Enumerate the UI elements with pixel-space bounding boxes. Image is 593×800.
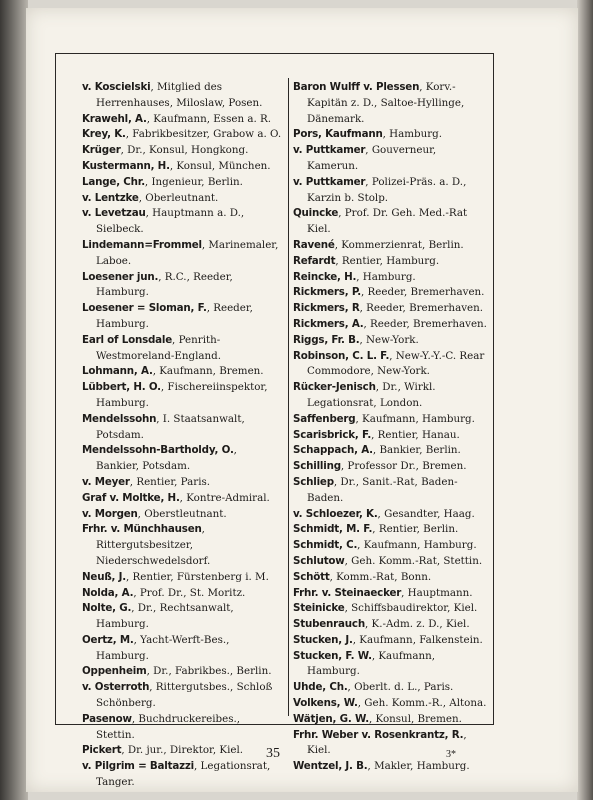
entry-name: Ravené xyxy=(293,238,335,251)
entry-details: , New-York. xyxy=(359,333,419,346)
list-item xyxy=(82,443,282,475)
entry-name: v. Koscielski xyxy=(82,81,151,93)
entry-details: , Prof. Dr., St. Moritz. xyxy=(133,586,246,599)
entry-name: Mendelssohn-Bartholdy, O. xyxy=(82,444,234,457)
list-item xyxy=(293,538,489,554)
list-item xyxy=(293,349,489,381)
list-item xyxy=(293,317,489,333)
entry-name: Rickmers, A. xyxy=(293,317,364,330)
entry-name: Pickert xyxy=(82,744,122,757)
entry-details: , Hamburg. xyxy=(356,270,416,283)
entry-name: Wätjen, G. W. xyxy=(293,712,369,725)
entry-details: , Kommerzienrat, Berlin. xyxy=(334,238,464,251)
list-item xyxy=(293,554,489,570)
entry-details: , Kaufmann, Essen a. R. xyxy=(146,112,272,125)
entry-name: Nolte, G. xyxy=(82,602,132,615)
list-item xyxy=(293,206,489,238)
entry-name: Schmidt, M. F. xyxy=(293,523,373,536)
entry-name: v. Morgen xyxy=(82,507,138,520)
entry-details: , Bankier, Potsdam. xyxy=(96,444,237,473)
entry-details: , Schiffsbaudirektor, Kiel. xyxy=(344,602,478,615)
list-item xyxy=(293,696,489,712)
list-item xyxy=(82,570,282,586)
entry-name: Stubenrauch xyxy=(293,618,365,631)
entry-name: Schött xyxy=(293,570,330,583)
entry-name: Krey, K. xyxy=(82,128,126,141)
list-item xyxy=(82,664,282,680)
entry-name: v. Meyer xyxy=(82,475,130,488)
entry-name: Frhr. Weber v. Rosenkrantz, R. xyxy=(293,728,464,741)
entry-details: , Gouverneur, Kamerun. xyxy=(307,144,437,172)
entry-details: , Hauptmann a. D., Sielbeck. xyxy=(96,207,245,236)
entry-details: , Prof. Dr. Geh. Med.-Rat Kiel. xyxy=(307,207,468,236)
entry-details: , Dr. jur., Direktor, Kiel. xyxy=(121,744,244,757)
entry-name: Krüger xyxy=(82,144,121,157)
entry-details: , Hauptmann. xyxy=(401,586,473,599)
entry-details: , Kaufmann, Hamburg. xyxy=(357,539,477,552)
entry-details: , Marinemaler, Laboe. xyxy=(96,238,279,267)
entry-name: v. Pilgrim = Baltazzi xyxy=(82,760,194,773)
list-item xyxy=(293,617,489,633)
entry-details: , Oberlt. d. L., Paris. xyxy=(347,681,454,694)
entry-details: , Yacht-Werft-Bes., Hamburg. xyxy=(96,633,230,662)
list-item xyxy=(293,601,489,617)
list-item xyxy=(82,601,282,633)
entry-details: , Makler, Hamburg. xyxy=(367,760,470,773)
list-item xyxy=(82,159,282,175)
entry-details: , Rittergutsbesitzer, Niederschwedelsdorf. xyxy=(96,523,211,567)
entry-details: , Dr., Fabrikbes., Berlin. xyxy=(146,665,272,678)
signature-mark: 3* xyxy=(446,749,456,760)
entry-details: , Polizei-Präs. a. D., Karzin b. Stolp. xyxy=(307,175,467,204)
entry-name: v. Schloezer, K. xyxy=(293,507,378,520)
entry-name: Pasenow xyxy=(82,712,132,725)
entry-name: Neuß, J. xyxy=(82,570,126,583)
list-item xyxy=(82,507,282,523)
entry-name: Loesener = Sloman, F. xyxy=(82,302,207,315)
list-item xyxy=(82,206,282,238)
entry-name: Lange, Chr. xyxy=(82,175,145,188)
entry-name: v. Lentzke xyxy=(82,191,139,204)
list-item xyxy=(293,175,489,207)
list-item xyxy=(82,238,282,270)
entry-name: Schmidt, C. xyxy=(293,539,358,552)
list-item xyxy=(293,633,489,649)
page-edge-shadow xyxy=(577,0,593,800)
entry-details: , Rentier, Paris. xyxy=(129,475,211,488)
entry-name: v. Puttkamer xyxy=(293,175,366,188)
entry-name: Refardt xyxy=(293,254,336,267)
entry-details: , Konsul, München. xyxy=(169,159,271,172)
entry-details: , Gesandter, Haag. xyxy=(377,507,475,520)
entry-name: v. Puttkamer xyxy=(293,144,366,157)
entry-name: Mendelssohn xyxy=(82,412,157,425)
entry-name: Reincke, H. xyxy=(293,270,357,283)
entry-name: Scarisbrick, F. xyxy=(293,428,372,441)
entry-name: Kustermann, H. xyxy=(82,159,170,172)
entry-details: , Ingenieur, Berlin. xyxy=(144,175,243,188)
entry-details: , Hamburg. xyxy=(382,128,443,141)
entry-details: , Reeder, Bremerhaven. xyxy=(363,317,487,330)
entry-details: , Rentier, Berlin. xyxy=(372,523,459,536)
entry-name: Rickmers, R xyxy=(293,302,360,315)
left-column-list xyxy=(82,80,282,791)
list-item xyxy=(293,570,489,586)
list-item xyxy=(293,728,489,760)
list-item xyxy=(293,649,489,681)
entry-name: Frhr. v. Münchhausen xyxy=(82,523,202,536)
list-item xyxy=(82,586,282,602)
list-item xyxy=(293,712,489,728)
entry-name: Graf v. Moltke, H. xyxy=(82,491,180,504)
list-item xyxy=(293,380,489,412)
entry-details: , Geh. Komm.-R., Altona. xyxy=(357,697,487,710)
column-divider xyxy=(288,78,289,716)
list-item xyxy=(82,633,282,665)
entry-details: , Fischereiinspektor, Hamburg. xyxy=(96,381,268,409)
list-item xyxy=(82,412,282,444)
list-item xyxy=(293,80,489,127)
entry-name: Volkens, W. xyxy=(293,697,358,710)
entry-details: , Dr., Wirkl. Legationsrat, London. xyxy=(307,381,436,409)
entry-name: Schappach, A. xyxy=(293,444,373,457)
entry-name: Rickmers, P. xyxy=(293,286,361,299)
list-item xyxy=(82,80,282,112)
entry-details: , Kaufmann, Hamburg. xyxy=(355,412,475,425)
entry-details: , Dr., Konsul, Hongkong. xyxy=(120,144,249,157)
entry-name: Lübbert, H. O. xyxy=(82,381,161,394)
entry-name: v. Levetzau xyxy=(82,207,146,220)
list-item xyxy=(293,507,489,523)
list-item xyxy=(293,680,489,696)
entry-name: Schilling xyxy=(293,460,341,473)
list-item xyxy=(82,270,282,302)
list-item xyxy=(82,191,282,207)
entry-details: , Oberleutnant. xyxy=(138,191,219,204)
entry-details: , Fabrikbesitzer, Grabow a. O. xyxy=(125,128,282,141)
entry-details: , Kaufmann, Hamburg. xyxy=(307,649,436,678)
entry-details: , Geh. Komm.-Rat, Stettin. xyxy=(344,554,483,567)
entry-name: Schliep xyxy=(293,475,334,488)
entry-details: , K.-Adm. z. D., Kiel. xyxy=(364,618,470,631)
entry-name: Schlutow xyxy=(293,554,345,567)
entry-details: , Buchdruckereibes., Stettin. xyxy=(96,712,241,741)
list-item xyxy=(82,680,282,712)
entry-name: Oertz, M. xyxy=(82,633,134,646)
list-item xyxy=(293,254,489,270)
entry-details: , Reeder, Bremerhaven. xyxy=(359,302,484,315)
list-item xyxy=(293,428,489,444)
list-item xyxy=(293,586,489,602)
entry-details: , New-Y.-Y.-C. Rear Commodore, New-York. xyxy=(307,349,485,378)
entry-name: Pors, Kaufmann xyxy=(293,128,383,141)
list-item xyxy=(293,143,489,175)
list-item xyxy=(293,412,489,428)
entry-details: , I. Staatsanwalt, Potsdam. xyxy=(96,412,245,441)
list-item xyxy=(82,491,282,507)
list-item xyxy=(293,475,489,507)
list-item xyxy=(293,301,489,317)
entry-name: Riggs, Fr. B. xyxy=(293,333,360,346)
entry-name: Robinson, C. L. F. xyxy=(293,349,390,362)
entry-name: Earl of Lonsdale xyxy=(82,333,173,346)
entry-name: Baron Wulff v. Plessen xyxy=(293,81,420,93)
entry-name: Rücker-Jenisch xyxy=(293,381,376,394)
entry-details: , Dr., Rechtsanwalt, Hamburg. xyxy=(96,602,234,631)
entry-details: , Dr., Sanit.-Rat, Baden-Baden. xyxy=(307,475,458,504)
list-item xyxy=(82,522,282,569)
entry-name: v. Osterroth xyxy=(82,681,150,694)
entry-details: , Bankier, Berlin. xyxy=(372,444,461,457)
list-item xyxy=(293,443,489,459)
entry-name: Quincke xyxy=(293,207,339,220)
list-item xyxy=(293,238,489,254)
right-column-list xyxy=(293,80,489,775)
book-gutter xyxy=(0,0,28,800)
list-item xyxy=(82,175,282,191)
entry-name: Wentzel, J. B. xyxy=(293,760,368,773)
entry-details: , Kiel. xyxy=(307,728,467,757)
entry-details: , Penrith-Westmoreland-England. xyxy=(96,333,222,362)
entry-details: , Legationsrat, Tanger. xyxy=(96,760,271,789)
entry-name: Lohmann, A. xyxy=(82,365,153,378)
entry-details: , Mitglied des Herrenhauses, Miloslaw, Posen. xyxy=(96,81,263,109)
list-item xyxy=(293,759,489,775)
entry-details: , Kontre-Admiral. xyxy=(179,491,270,504)
entry-details: , Komm.-Rat, Bonn. xyxy=(329,570,432,583)
entry-details: , Oberstleutnant. xyxy=(137,507,227,520)
list-item xyxy=(82,127,282,143)
entry-details: , Rentier, Hanau. xyxy=(371,428,460,441)
entry-name: Krawehl, A. xyxy=(82,112,147,125)
list-item xyxy=(82,364,282,380)
entry-name: Oppenheim xyxy=(82,665,147,678)
list-item xyxy=(293,459,489,475)
entry-details: , Kaufmann, Falkenstein. xyxy=(352,633,483,646)
page-number: 35 xyxy=(266,746,280,761)
entry-details: , Reeder, Hamburg. xyxy=(96,302,253,330)
entry-name: Stucken, F. W. xyxy=(293,649,372,662)
entry-details: , Professor Dr., Bremen. xyxy=(340,460,467,473)
list-item xyxy=(82,301,282,333)
entry-details: , Rentier, Fürstenberg i. M. xyxy=(125,570,269,583)
entry-name: Frhr. v. Steinaecker xyxy=(293,586,402,599)
list-item xyxy=(293,127,489,143)
list-item xyxy=(82,380,282,412)
entry-name: Stucken, J. xyxy=(293,633,353,646)
list-item xyxy=(82,112,282,128)
list-item xyxy=(82,333,282,365)
list-item xyxy=(82,759,282,791)
entry-name: Loesener jun. xyxy=(82,270,159,283)
entry-name: Lindemann=Frommel xyxy=(82,238,202,251)
entry-details: , Kaufmann, Bremen. xyxy=(152,365,264,378)
list-item xyxy=(82,143,282,159)
entry-details: , Korv.-Kapitän z. D., Saltoe-Hyllinge, Dänemark. xyxy=(307,81,465,125)
entry-details: , Rentier, Hamburg. xyxy=(335,254,440,267)
entry-details: , Reeder, Bremerhaven. xyxy=(361,286,485,299)
entry-name: Uhde, Ch. xyxy=(293,681,348,694)
list-item xyxy=(82,743,282,759)
entry-details: , Rittergutsbes., Schloß Schönberg. xyxy=(96,681,273,710)
list-item xyxy=(82,712,282,744)
entry-name: Saffenberg xyxy=(293,412,356,425)
list-item xyxy=(293,285,489,301)
list-item xyxy=(82,475,282,491)
entry-name: Steinicke xyxy=(293,602,345,615)
entry-details: , Konsul, Bremen. xyxy=(368,712,462,725)
entry-details: , R.C., Reeder, Hamburg. xyxy=(96,270,233,299)
list-item xyxy=(293,333,489,349)
entry-name: Nolda, A. xyxy=(82,586,134,599)
list-item xyxy=(293,522,489,538)
list-item xyxy=(293,270,489,286)
